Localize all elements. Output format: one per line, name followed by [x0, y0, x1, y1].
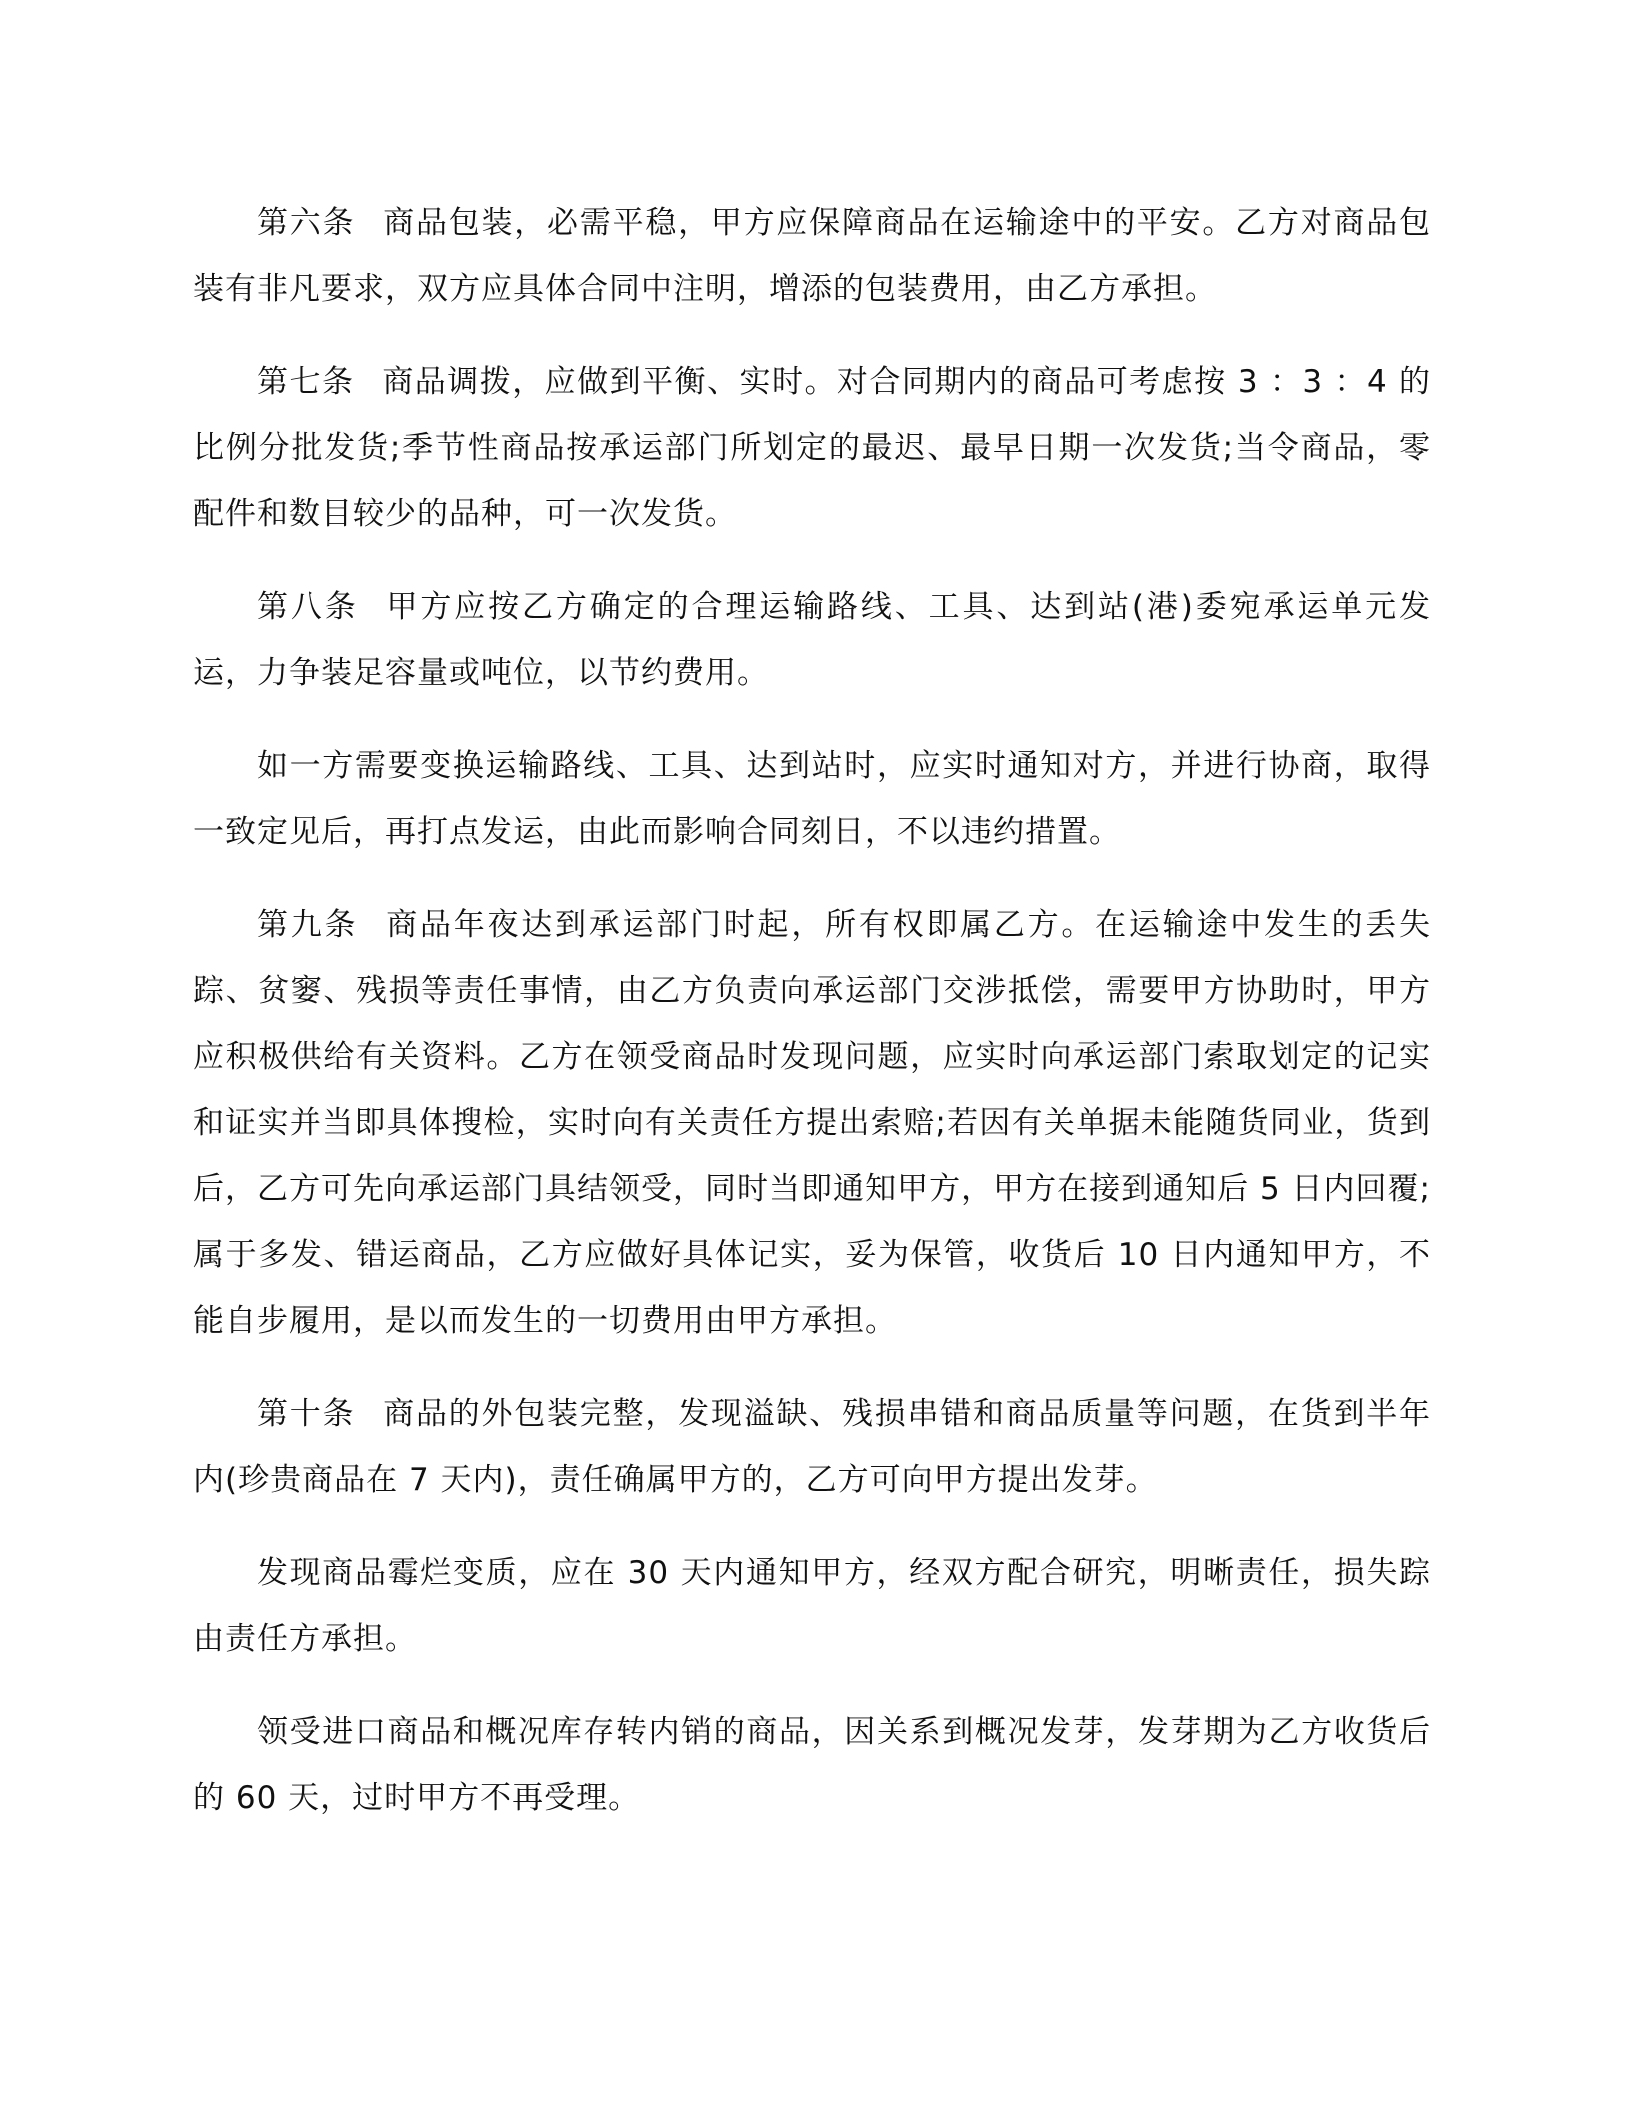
article-10-paragraph: [193, 1381, 1431, 1513]
article-10-continuation-paragraph-1: [193, 1540, 1431, 1672]
paragraph-text: 商品年夜达到承运部门时起，所有权即属乙方。在运输途中发生的丢失踪、贫窭、残损等责任事情，由乙方负责向承运部门交涉抵偿，需要甲方协助时，甲方应积极供给有关资料。乙方在领受商品时发现问题，应实时向承运部门索取划定的记实和证实并当即具体搜检，实时向有关责任方提出索赔;若因有关单据未能随货同业，货到后，乙方可先向承运部门具结领受，同时当即通知甲方，甲方在接到通知后 5 日内回覆;属于多发、错运商品，乙方应做好具体记实，妥为保管，收货后 10 日内通知甲方，不能自步履用，是以而发生的一切费用由甲方承担。: [193, 907, 1432, 1339]
paragraph-text: 领受进口商品和概况库存转内销的商品，因关系到概况发芽，发芽期为乙方收货后的 60 天，过时甲方不再受理。: [193, 1714, 1431, 1816]
article-9-paragraph: [193, 892, 1431, 1354]
article-8-paragraph: [193, 574, 1431, 706]
paragraph-text: 甲方应按乙方确定的合理运输路线、工具、达到站(港)委宛承运单元发运，力争装足容量或吨位，以节约费用。: [193, 589, 1431, 691]
paragraph-text: 商品调拨，应做到平衡、实时。对合同期内的商品可考虑按 3 ：3 ：4 的比例分批发货;季节性商品按承运部门所划定的最迟、最早日期一次发货;当令商品，零配件和数目较少的品种，可一次发货。: [193, 364, 1431, 532]
paragraph-text: 商品包装，必需平稳，甲方应保障商品在运输途中的平安。乙方对商品包装有非凡要求，双方应具体合同中注明，增添的包装费用，由乙方承担。: [193, 205, 1432, 307]
article-6-paragraph: [193, 190, 1431, 322]
article-number: 第八条: [257, 589, 359, 625]
article-10-continuation-paragraph-2: [193, 1699, 1431, 1831]
article-8-continuation-paragraph: [193, 733, 1431, 865]
article-number: 第七条: [257, 364, 355, 400]
paragraph-text: 发现商品霉烂变质，应在 30 天内通知甲方，经双方配合研究，明晰责任，损失踪由责任方承担。: [193, 1555, 1431, 1657]
document-body: [193, 190, 1431, 1858]
article-number: 第九条: [257, 907, 359, 943]
article-7-paragraph: [193, 349, 1431, 547]
article-number: 第六条: [257, 205, 356, 241]
article-number: 第十条: [257, 1396, 356, 1432]
paragraph-text: 商品的外包装完整，发现溢缺、残损串错和商品质量等问题，在货到半年内(珍贵商品在 7 天内)，责任确属甲方的，乙方可向甲方提出发芽。: [193, 1396, 1432, 1498]
paragraph-text: 如一方需要变换运输路线、工具、达到站时，应实时通知对方，并进行协商，取得一致定见后，再打点发运，由此而影响合同刻日，不以违约措置。: [193, 748, 1431, 850]
